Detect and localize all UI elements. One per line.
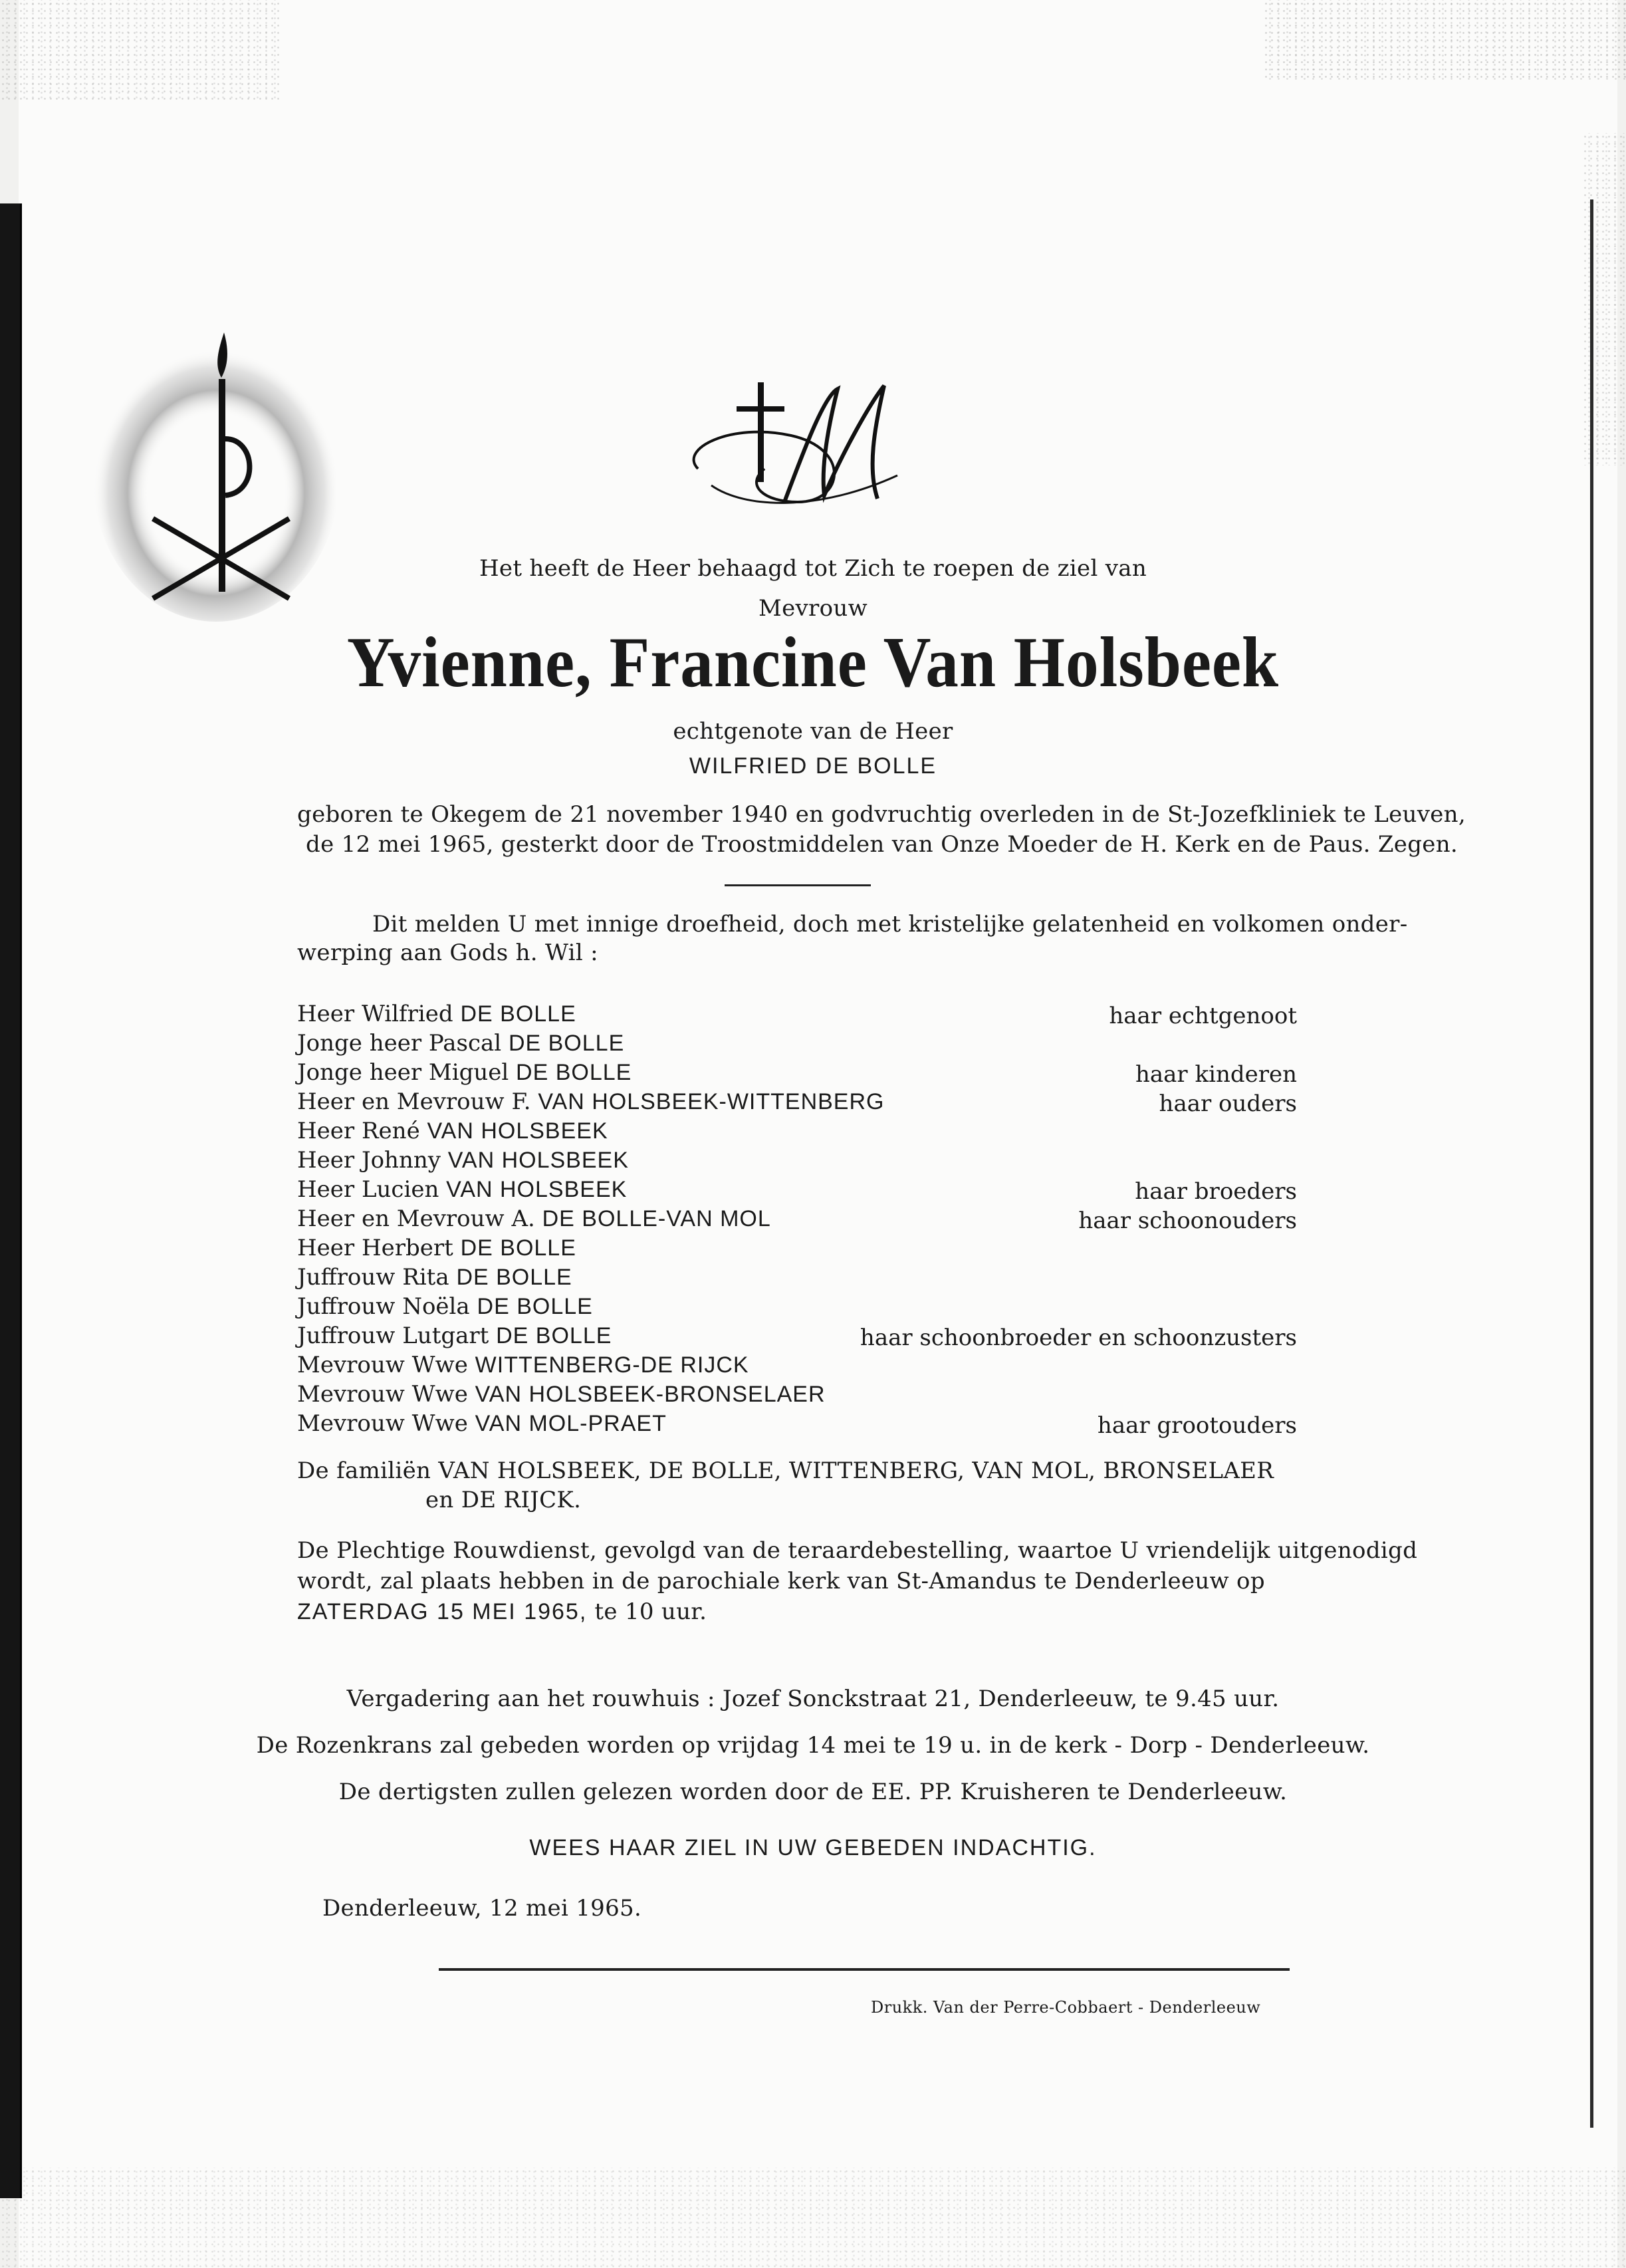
relation-siblings-in-law: haar schoonbroeder en schoonzusters <box>860 1324 1297 1351</box>
families-line-2: en DE RIJCK. <box>425 1487 582 1513</box>
relation-parents-in-law: haar schoonouders <box>1078 1207 1297 1234</box>
service-time: te 10 uur. <box>594 1598 707 1625</box>
service-line-2: wordt, zal plaats hebben in de parochiale kerk van St-Amandus te Denderleeuw op <box>297 1568 1265 1594</box>
mourner-row: Mevrouw Wwe VAN MOL-PRAET <box>297 1410 667 1437</box>
footer-rule <box>439 1968 1290 1971</box>
deceased-name: Yvienne, Francine Van Holsbeek <box>346 623 1280 702</box>
relation-husband: haar echtgenoot <box>1109 1003 1297 1029</box>
printer-credit: Drukk. Van der Perre-Cobbaert - Denderleeuw <box>871 1998 1261 2017</box>
mourner-row: Heer Herbert DE BOLLE <box>297 1235 576 1261</box>
mourner-row: Heer en Mevrouw A. DE BOLLE-VAN MOL <box>297 1205 771 1232</box>
mourner-row: Heer Wilfried DE BOLLE <box>297 1001 576 1027</box>
mourner-row: Juffrouw Rita DE BOLLE <box>297 1264 572 1291</box>
intro-line: Het heeft de Heer behaagd tot Zich te roepen de ziel van <box>479 555 1147 582</box>
honorific: Mevrouw <box>758 595 868 622</box>
mourner-row: Jonge heer Pascal DE BOLLE <box>297 1030 625 1057</box>
mourner-row: Mevrouw Wwe WITTENBERG-DE RIJCK <box>297 1352 749 1378</box>
relation-parents: haar ouders <box>1159 1090 1297 1117</box>
mourner-row: Jonge heer Miguel DE BOLLE <box>297 1059 632 1086</box>
spouse-label: echtgenote van de Heer <box>673 718 953 745</box>
mourner-row: Heer Johnny VAN HOLSBEEK <box>297 1147 629 1174</box>
birth-death-line-2: de 12 mei 1965, gesterkt door de Troostmiddelen van Onze Moeder de H. Kerk en de Paus. Zegen. <box>306 831 1458 858</box>
relation-children: haar kinderen <box>1135 1061 1297 1088</box>
mourner-row: Mevrouw Wwe VAN HOLSBEEK-BRONSELAER <box>297 1381 826 1408</box>
families-line-1: De familiën VAN HOLSBEEK, DE BOLLE, WITTENBERG, VAN MOL, BRONSELAER <box>297 1457 1274 1484</box>
mourner-row: Juffrouw Noëla DE BOLLE <box>297 1293 593 1320</box>
rosary-line: De Rozenkrans zal gebeden worden op vrijdag 14 mei te 19 u. in de kerk - Dorp - Denderleeuw. <box>256 1732 1370 1759</box>
service-date: ZATERDAG 15 MEI 1965, <box>297 1599 588 1624</box>
place-date: Denderleeuw, 12 mei 1965. <box>322 1895 642 1922</box>
mourner-row: Heer Lucien VAN HOLSBEEK <box>297 1176 628 1203</box>
relation-grandparents: haar grootouders <box>1097 1412 1297 1439</box>
relation-brothers: haar broeders <box>1135 1178 1297 1205</box>
cross-monogram-ornament <box>685 369 911 522</box>
gathering-line: Vergadering aan het rouwhuis : Jozef Sonckstraat 21, Denderleeuw, te 9.45 uur. <box>346 1686 1280 1712</box>
service-date-line <box>297 1598 707 1625</box>
announcement-line-2: werping aan Gods h. Wil : <box>297 940 598 966</box>
birth-death-line-1: geboren te Okegem de 21 november 1940 en godvruchtig overleden in de St-Jozefkliniek te Leuven, <box>297 801 1466 828</box>
announcement-line-1: Dit melden U met innige droefheid, doch met kristelijke gelatenheid en volkomen onder- <box>372 911 1408 938</box>
mourner-row: Heer en Mevrouw F. VAN HOLSBEEK-WITTENBERG <box>297 1088 885 1115</box>
spouse-name: WILFRIED DE BOLLE <box>689 753 937 779</box>
masses-line: De dertigsten zullen gelezen worden door de EE. PP. Kruisheren te Denderleeuw. <box>338 1779 1288 1805</box>
mourner-row: Heer René VAN HOLSBEEK <box>297 1118 608 1144</box>
scan-edge-left <box>0 203 22 2198</box>
prayer-line: WEES HAAR ZIEL IN UW GEBEDEN INDACHTIG. <box>529 1835 1097 1860</box>
mourner-row: Juffrouw Lutgart DE BOLLE <box>297 1323 612 1349</box>
service-line-1: De Plechtige Rouwdienst, gevolgd van de teraardebestelling, waartoe U vriendelijk uitgenodigd <box>297 1537 1418 1564</box>
short-divider <box>725 884 871 886</box>
